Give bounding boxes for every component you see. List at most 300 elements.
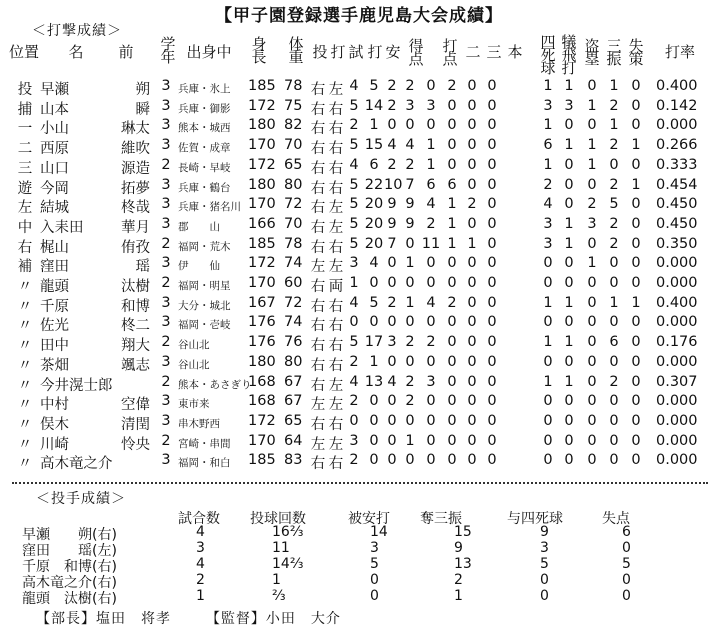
cell-throw: 右 (310, 121, 326, 138)
cell-bb: 3 (543, 97, 553, 114)
cell-name: 佐光 (40, 318, 69, 335)
cell-name: 俣木 (40, 416, 69, 433)
cell-bb: 2 (543, 176, 553, 193)
cell-err: 0 (631, 275, 641, 291)
cell-sb: 3 (587, 215, 597, 232)
cell-given: 汰樹 (121, 279, 150, 295)
cell-d2: 0 (447, 156, 457, 173)
cell-bat: 左 (328, 200, 344, 217)
cell-d2: 1 (447, 235, 457, 252)
cell-g: 5 (349, 215, 359, 232)
cell-hr: 0 (487, 314, 497, 331)
cell-d2: 6 (447, 176, 457, 193)
cell-avg: 0.266 (656, 137, 698, 154)
cell-sb: 0 (587, 235, 597, 252)
cell-rbi: 0 (426, 393, 436, 410)
cell-throw: 右 (310, 416, 326, 433)
cell-so: 1 (609, 294, 619, 311)
cell-avg: 0.000 (656, 432, 698, 449)
cell-pos: 〃 (17, 436, 33, 453)
cell-d3: 2 (467, 196, 477, 213)
pitching-cell-games: 3 (196, 540, 205, 556)
cell-d3: 0 (467, 432, 477, 449)
cell-sb: 0 (587, 314, 597, 331)
cell-bb: 3 (543, 215, 553, 232)
table-row (0, 275, 718, 294)
header-games: 試 (348, 43, 364, 61)
cell-d3: 0 (467, 176, 477, 193)
cell-height: 172 (248, 97, 276, 114)
cell-rbi: 0 (426, 353, 436, 370)
cell-r: 1 (405, 255, 415, 272)
pitching-row (0, 524, 718, 543)
cell-bb: 0 (543, 275, 553, 291)
cell-grade: 3 (161, 97, 171, 114)
cell-name: 早瀬 (40, 82, 69, 98)
cell-sac: 1 (564, 78, 574, 94)
cell-sac: 0 (564, 156, 574, 173)
cell-given: 清閏 (121, 416, 150, 433)
cell-weight: 64 (284, 432, 303, 449)
cell-so: 0 (609, 452, 619, 469)
cell-sac: 1 (564, 137, 574, 154)
coach-label: 【監督】 (205, 611, 266, 627)
cell-weight: 74 (284, 314, 303, 331)
cell-weight: 80 (284, 353, 303, 370)
cell-hr: 0 (487, 275, 497, 291)
cell-avg: 0.450 (656, 215, 698, 232)
header-school: 出身中 (186, 43, 232, 61)
cell-name: 窪田 (40, 259, 69, 276)
cell-d3: 0 (467, 97, 477, 114)
cell-bat: 右 (328, 121, 344, 138)
cell-d2: 0 (447, 275, 457, 291)
pitching-row (0, 540, 718, 559)
cell-g: 5 (349, 137, 359, 154)
page-title: 【甲子園登録選手鹿児島大会成績】 (215, 6, 503, 26)
cell-d3: 0 (467, 412, 477, 429)
cell-grade: 3 (161, 314, 171, 331)
cell-pos: 〃 (17, 416, 33, 433)
cell-avg: 0.000 (656, 452, 698, 469)
cell-pos: 捕 (17, 101, 33, 118)
cell-sb: 1 (587, 97, 597, 114)
cell-bat: 両 (328, 279, 344, 295)
cell-ab: 0 (369, 412, 379, 429)
pitching-row (0, 556, 718, 575)
cell-g: 5 (349, 176, 359, 193)
cell-hr: 0 (487, 176, 497, 193)
cell-throw: 右 (310, 318, 326, 335)
pitching-cell-games: 2 (196, 572, 205, 588)
cell-school: 伊 仙 (178, 260, 220, 273)
cell-h: 0 (387, 412, 397, 429)
cell-sac: 0 (564, 412, 574, 429)
cell-bat: 右 (328, 318, 344, 335)
cell-ab: 1 (369, 353, 379, 370)
header-hr: 本 (507, 43, 523, 61)
table-row (0, 295, 718, 314)
cell-avg: 0.000 (656, 275, 698, 291)
cell-d3: 1 (467, 235, 477, 252)
cell-height: 168 (248, 393, 276, 410)
cell-bb: 3 (543, 235, 553, 252)
cell-throw: 右 (310, 101, 326, 118)
cell-d2: 0 (447, 97, 457, 114)
table-row (0, 354, 718, 373)
cell-hr: 0 (487, 373, 497, 390)
header-bb: 四死球 (540, 33, 556, 77)
cell-d2: 0 (447, 314, 457, 331)
cell-school: 宮崎・串間 (178, 437, 231, 450)
pitching-header-bb: 与四死球 (507, 511, 563, 527)
cell-d2: 2 (447, 78, 457, 94)
pitching-cell-bb: 3 (540, 540, 549, 556)
cell-h: 4 (387, 373, 397, 390)
cell-bb: 0 (543, 314, 553, 331)
cell-grade: 3 (161, 255, 171, 272)
cell-err: 0 (631, 412, 641, 429)
cell-d3: 0 (467, 78, 477, 94)
cell-grade: 3 (161, 137, 171, 154)
cell-pos: 〃 (17, 357, 33, 374)
cell-bat: 左 (328, 436, 344, 453)
cell-d3: 0 (467, 314, 477, 331)
cell-err: 0 (631, 156, 641, 173)
table-row (0, 393, 718, 412)
table-row (0, 157, 718, 176)
header-sac: 犠飛打 (561, 33, 577, 77)
cell-err: 1 (631, 137, 641, 154)
cell-pos: 二 (17, 141, 33, 158)
cell-grade: 2 (161, 156, 171, 173)
pitching-section-heading: ＜投手成績＞ (36, 491, 126, 507)
header-weight: 体重 (288, 35, 304, 66)
cell-avg: 0.000 (656, 314, 698, 331)
cell-err: 0 (631, 373, 641, 390)
manager-label: 【部長】 (36, 611, 96, 627)
cell-throw: 右 (310, 141, 326, 158)
cell-so: 2 (609, 235, 619, 252)
cell-height: 176 (248, 334, 276, 351)
cell-h: 0 (387, 353, 397, 370)
cell-d3: 0 (467, 117, 477, 134)
cell-hr: 0 (487, 215, 497, 232)
table-row (0, 452, 718, 471)
cell-rbi: 11 (421, 235, 441, 252)
cell-rbi: 1 (426, 156, 436, 173)
cell-err: 0 (631, 196, 641, 213)
cell-d3: 0 (467, 334, 477, 351)
cell-g: 4 (349, 373, 359, 390)
cell-h: 9 (387, 215, 397, 232)
cell-name: 茶畑 (40, 357, 69, 374)
cell-bb: 1 (543, 373, 553, 390)
cell-hr: 0 (487, 334, 497, 351)
table-row (0, 433, 718, 452)
cell-sac: 1 (564, 235, 574, 252)
cell-avg: 0.000 (656, 117, 698, 134)
pitching-cell-hits: 14 (370, 524, 388, 540)
cell-rbi: 6 (426, 176, 436, 193)
cell-ab: 0 (369, 432, 379, 449)
cell-throw: 右 (310, 357, 326, 374)
pitching-cell-innings: 14⅔ (272, 556, 304, 572)
cell-pos: 一 (17, 121, 33, 138)
cell-sb: 1 (587, 137, 597, 154)
cell-sac: 1 (564, 373, 574, 390)
cell-height: 180 (248, 117, 276, 134)
cell-given: 朔 (135, 82, 150, 98)
cell-weight: 65 (284, 412, 303, 429)
cell-d3: 0 (467, 353, 477, 370)
cell-ab: 0 (369, 452, 379, 469)
cell-bat: 右 (328, 338, 344, 355)
pitching-cell-so: 13 (454, 556, 472, 572)
cell-d2: 0 (447, 452, 457, 469)
cell-throw: 右 (310, 200, 326, 217)
header-d3: 三 (486, 43, 502, 61)
cell-height: 170 (248, 432, 276, 449)
cell-weight: 70 (284, 137, 303, 154)
cell-name: 梶山 (40, 239, 69, 256)
table-row (0, 255, 718, 274)
cell-height: 176 (248, 314, 276, 331)
cell-bat: 右 (328, 160, 344, 177)
cell-grade: 3 (161, 412, 171, 429)
cell-name: 山本 (40, 101, 69, 118)
cell-so: 1 (609, 78, 619, 94)
cell-sac: 0 (564, 196, 574, 213)
cell-throw: 左 (310, 259, 326, 276)
cell-sac: 0 (564, 353, 574, 370)
cell-name: 山口 (40, 160, 69, 177)
cell-name: 小山 (40, 121, 69, 138)
cell-h: 0 (387, 432, 397, 449)
cell-weight: 78 (284, 235, 303, 252)
cell-ab: 5 (369, 78, 379, 94)
cell-d3: 0 (467, 137, 477, 154)
cell-grade: 2 (161, 275, 171, 291)
cell-sac: 0 (564, 255, 574, 272)
cell-r: 0 (405, 353, 415, 370)
cell-sac: 1 (564, 215, 574, 232)
cell-school: 兵庫・猪名川 (178, 201, 241, 214)
cell-pos: 三 (17, 160, 33, 177)
table-row (0, 98, 718, 117)
cell-r: 1 (405, 294, 415, 311)
cell-school: 兵庫・御影 (178, 102, 231, 115)
cell-hr: 0 (487, 393, 497, 410)
cell-pos: 〃 (17, 318, 33, 335)
cell-d2: 2 (447, 294, 457, 311)
cell-hr: 0 (487, 353, 497, 370)
cell-sac: 0 (564, 432, 574, 449)
cell-name: 川崎 (40, 436, 69, 453)
cell-so: 2 (609, 176, 619, 193)
cell-d2: 0 (447, 373, 457, 390)
cell-so: 0 (609, 275, 619, 291)
cell-err: 1 (631, 176, 641, 193)
cell-name: 龍頭 (40, 279, 69, 295)
cell-pos: 〃 (17, 456, 33, 473)
cell-avg: 0.000 (656, 255, 698, 272)
cell-d2: 0 (447, 334, 457, 351)
cell-avg: 0.450 (656, 196, 698, 213)
cell-school: 谷山北 (178, 358, 210, 371)
cell-ab: 1 (369, 117, 379, 134)
cell-r: 1 (405, 432, 415, 449)
pitching-cell-name: 窪田 瑶(左) (22, 543, 117, 559)
cell-err: 0 (631, 78, 641, 94)
batting-section-heading: ＜打撃成績＞ (32, 23, 122, 39)
cell-school: 東市来 (178, 398, 210, 411)
cell-throw: 右 (310, 239, 326, 256)
cell-d2: 1 (447, 215, 457, 232)
cell-weight: 70 (284, 215, 303, 232)
cell-ab: 0 (369, 275, 379, 291)
cell-school: 福岡・和白 (178, 457, 231, 470)
header-avg: 打率 (664, 43, 695, 61)
cell-hr: 0 (487, 412, 497, 429)
cell-so: 0 (609, 314, 619, 331)
table-row (0, 374, 718, 393)
cell-avg: 0.000 (656, 412, 698, 429)
cell-err: 0 (631, 117, 641, 134)
cell-rbi: 3 (426, 97, 436, 114)
cell-grade: 3 (161, 117, 171, 134)
cell-sac: 1 (564, 334, 574, 351)
cell-given: 源造 (121, 160, 150, 177)
header-sb: 盗塁 (584, 37, 600, 68)
cell-ab: 22 (364, 176, 384, 193)
cell-rbi: 1 (426, 137, 436, 154)
cell-bb: 6 (543, 137, 553, 154)
header-height: 身長 (251, 35, 267, 66)
table-row (0, 413, 718, 432)
pitching-cell-bb: 5 (540, 556, 549, 572)
cell-given: 翔大 (121, 338, 150, 355)
pitching-cell-bb: 0 (540, 572, 549, 588)
cell-d2: 0 (447, 393, 457, 410)
cell-bat: 左 (328, 259, 344, 276)
cell-h: 10 (384, 176, 403, 193)
cell-throw: 右 (310, 298, 326, 315)
cell-sb: 0 (587, 294, 597, 311)
cell-d2: 0 (447, 137, 457, 154)
cell-hr: 0 (487, 235, 497, 252)
cell-weight: 74 (284, 255, 303, 272)
cell-bb: 0 (543, 412, 553, 429)
cell-g: 4 (349, 156, 359, 173)
cell-grade: 2 (161, 334, 171, 351)
cell-ab: 14 (364, 97, 384, 114)
cell-ab: 13 (364, 373, 384, 390)
cell-weight: 82 (284, 117, 303, 134)
cell-sac: 0 (564, 452, 574, 469)
cell-rbi: 0 (426, 452, 436, 469)
cell-school: 福岡・荒木 (178, 240, 231, 253)
pitching-cell-games: 4 (196, 556, 205, 572)
cell-h: 0 (387, 275, 397, 291)
cell-r: 0 (405, 452, 415, 469)
cell-ab: 20 (364, 215, 384, 232)
pitching-cell-so: 2 (454, 572, 463, 588)
cell-g: 4 (349, 78, 359, 94)
cell-avg: 0.142 (656, 97, 698, 114)
cell-h: 3 (387, 334, 397, 351)
cell-given: 柊二 (121, 318, 150, 335)
cell-weight: 76 (284, 334, 303, 351)
cell-throw: 右 (310, 338, 326, 355)
cell-g: 2 (349, 353, 359, 370)
cell-pos: 〃 (17, 298, 33, 315)
cell-h: 0 (387, 255, 397, 272)
cell-weight: 80 (284, 176, 303, 193)
table-row (0, 236, 718, 255)
cell-given: 拓夢 (121, 180, 150, 197)
cell-throw: 右 (310, 377, 326, 394)
cell-grade: 3 (161, 353, 171, 370)
cell-r: 0 (405, 275, 415, 291)
cell-height: 170 (248, 196, 276, 213)
cell-sb: 2 (587, 196, 597, 213)
manager-name: 塩田 将孝 (96, 611, 171, 627)
cell-height: 167 (248, 294, 276, 311)
table-row (0, 177, 718, 196)
cell-height: 185 (248, 78, 276, 94)
cell-throw: 左 (310, 436, 326, 453)
cell-sb: 1 (587, 156, 597, 173)
cell-hr: 0 (487, 78, 497, 94)
cell-r: 0 (405, 117, 415, 134)
cell-bat: 右 (328, 141, 344, 158)
cell-name: 高木竜之介 (40, 456, 113, 473)
cell-bat: 右 (328, 180, 344, 197)
cell-ab: 0 (369, 393, 379, 410)
staff-footer (36, 608, 341, 628)
cell-hr: 0 (487, 196, 497, 213)
cell-weight: 83 (284, 452, 303, 469)
cell-school: 長崎・早岐 (178, 161, 231, 174)
header-ab: 打 (367, 43, 383, 61)
cell-bat: 右 (328, 416, 344, 433)
pitching-cell-runs: 5 (622, 556, 631, 572)
header-throw: 投 (312, 43, 328, 61)
cell-sb: 0 (587, 412, 597, 429)
pitching-header-runs: 失点 (602, 511, 630, 527)
cell-r: 7 (405, 176, 415, 193)
cell-g: 2 (349, 117, 359, 134)
cell-bat: 左 (328, 377, 344, 394)
header-err: 失策 (628, 37, 644, 68)
cell-grade: 3 (161, 452, 171, 469)
cell-d2: 0 (447, 353, 457, 370)
cell-sb: 0 (587, 78, 597, 94)
cell-sb: 0 (587, 353, 597, 370)
cell-d2: 0 (447, 432, 457, 449)
cell-given: 柊哉 (121, 200, 150, 217)
cell-grade: 3 (161, 215, 171, 232)
cell-sac: 0 (564, 314, 574, 331)
cell-ab: 6 (369, 156, 379, 173)
cell-bb: 0 (543, 452, 553, 469)
cell-d3: 0 (467, 294, 477, 311)
pitching-cell-bb: 9 (540, 524, 549, 540)
header-bat: 打 (330, 43, 346, 61)
cell-r: 2 (405, 78, 415, 94)
cell-avg: 0.454 (656, 176, 698, 193)
